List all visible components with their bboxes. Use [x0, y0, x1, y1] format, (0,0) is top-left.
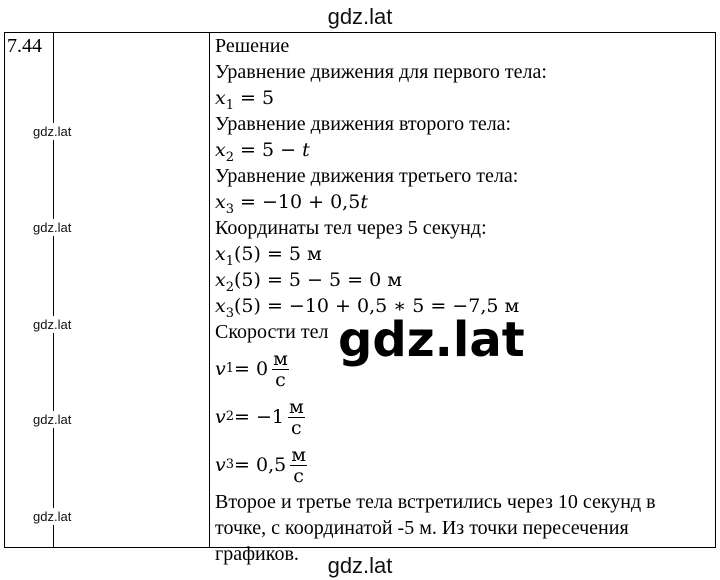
speed-2: v 2 = −1 $\frac{м}{с}$	[215, 395, 304, 439]
side-watermark: gdz.lat	[33, 317, 72, 332]
coord-3: $x_3(5) = -10 + 0,5$ ∗ 5 = −7,5 м	[215, 295, 520, 321]
eq2: $x_2 = 5 - t$	[215, 139, 310, 165]
coords-title: Координаты тел через 5 секунд:	[215, 217, 487, 239]
coord-1: $x_1(5) = 5$ м	[215, 243, 322, 269]
eq1: $x_1 = 5$	[215, 87, 275, 113]
solution-table	[4, 32, 716, 565]
side-watermark: gdz.lat	[33, 412, 72, 427]
solution-content	[215, 33, 715, 567]
eq3-title: Уравнение движения третьего тела:	[215, 165, 519, 187]
conclusion-line-2: точке, с координатой -5 м. Из точки пересечения	[215, 517, 629, 539]
side-watermark: gdz.lat	[33, 124, 72, 139]
problem-number: 7.44	[7, 35, 42, 57]
solution-heading: Решение	[215, 35, 290, 57]
side-watermark: gdz.lat	[33, 509, 72, 524]
conclusion-line-1: Второе и третье тела встретились через 10 секунд в	[215, 491, 656, 513]
eq2-title: Уравнение движения второго тела:	[215, 113, 512, 135]
side-watermark: gdz.lat	[33, 220, 72, 235]
eq3: $x_3 = -10 + 0,5t$	[215, 191, 368, 217]
center-watermark: gdz.lat	[338, 312, 525, 368]
coord-2: $x_2(5) = 5 - 5 = 0$ м	[215, 269, 402, 295]
speed-1: v 1 = 0 $\frac{м}{с}$	[215, 347, 288, 391]
speeds-title: Скорости тел	[215, 321, 329, 343]
column-divider-1	[53, 33, 54, 547]
conclusion-line-3: графиков.	[215, 543, 299, 565]
speed-3: v 3 = 0,5 $\frac{м}{с}$	[215, 443, 306, 487]
watermark-top: gdz.lat	[327, 4, 393, 29]
watermark-bottom: gdz.lat	[327, 553, 393, 578]
column-divider-2	[209, 33, 210, 547]
eq1-title: Уравнение движения для первого тела:	[215, 61, 547, 83]
